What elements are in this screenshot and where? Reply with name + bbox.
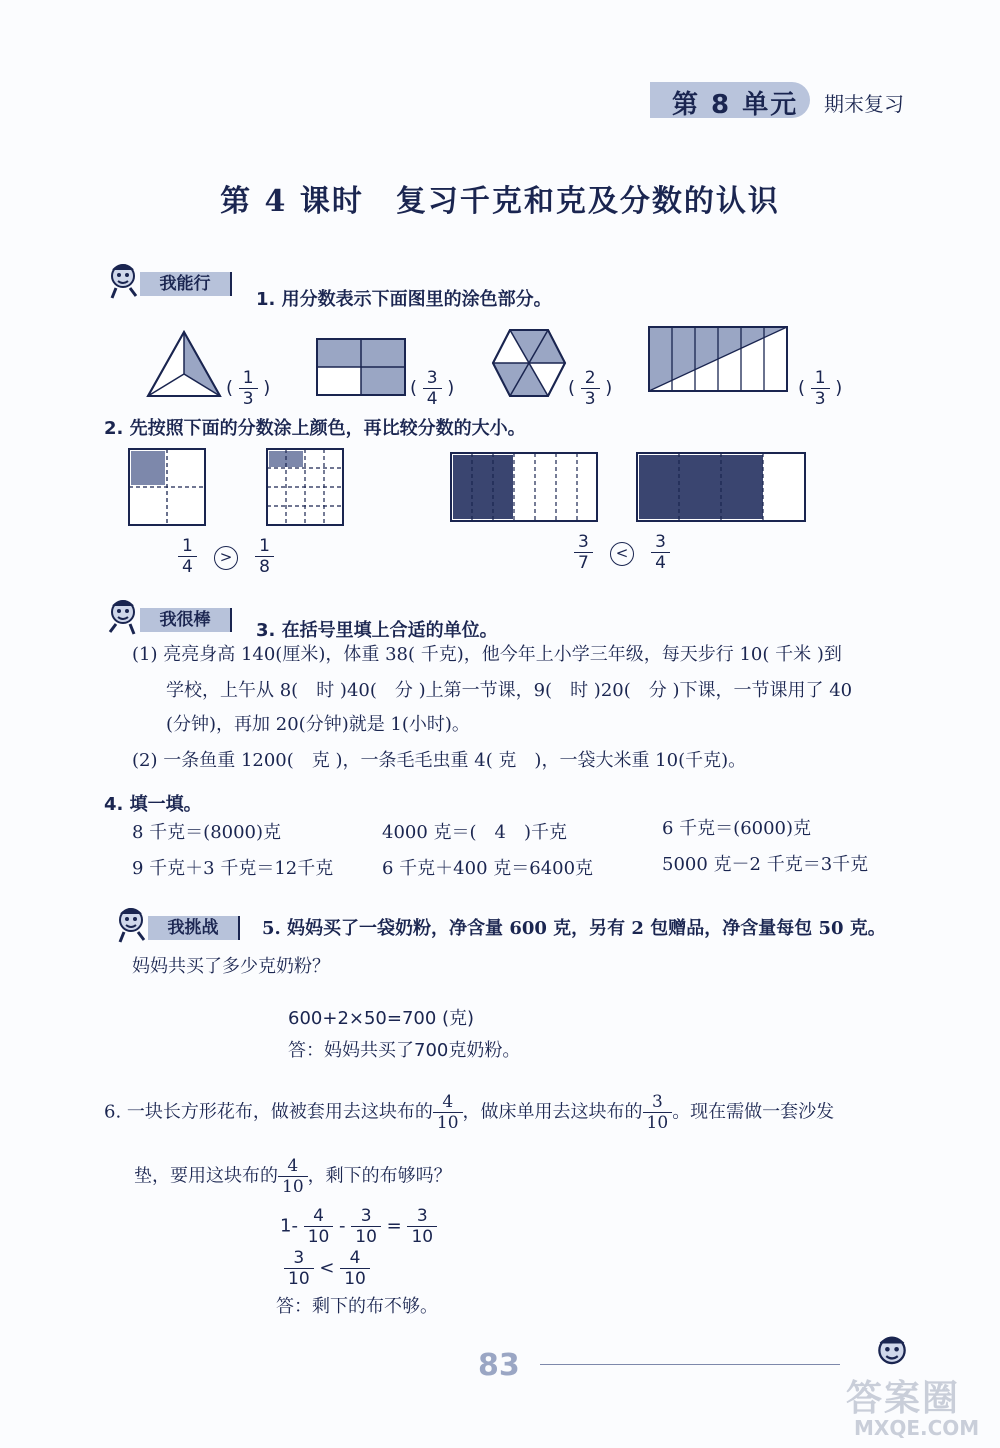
q1-answer-1: ( $\frac{1}{3}$ ) (226, 368, 271, 409)
q4-item-4: 9 千克＋3 千克＝12千克 (132, 858, 334, 879)
q1-answer-3: ( $\frac{2}{3}$ ) (568, 368, 613, 409)
q1-answer-4: ( $\frac{1}{3}$ ) (798, 368, 843, 409)
q2-bar-sevenths (450, 452, 598, 522)
kid-mascot-icon (104, 596, 142, 636)
q5-work: 600+2×50=700 (克) (288, 1008, 475, 1029)
rectangle-quarters-figure (316, 338, 406, 396)
q3-line2: 学校，上午从 8( 时 )40( 分 )上第一节课，9( 时 )20( 分 )下课，一节课用了 40 (166, 680, 853, 701)
section-label-2: 我很棒 (140, 608, 232, 632)
q4-item-3: 6 千克＝(6000)克 (662, 818, 812, 839)
triangle-figure (146, 330, 222, 398)
lesson-title: 第 4 课时 复习千克和克及分数的认识 (220, 184, 780, 219)
q5-text: 5. 妈妈买了一袋奶粉，净含量 600 克，另有 2 包赠品，净含量每包 50 克。 (262, 918, 886, 939)
kid-mascot-icon (104, 260, 142, 300)
q4-item-1: 8 千克＝(8000)克 (132, 822, 282, 843)
q6-line2: 垫，要用这块布的 $\frac{4}{10}$ ，剩下的布够吗？ (134, 1156, 452, 1197)
q1-answer-2: ( $\frac{3}{4}$ ) (410, 368, 455, 409)
q2-pair1: $\frac{1}{4}$ > $\frac{1}{8}$ (178, 536, 274, 577)
q6-answer: 答：剩下的布不够。 (276, 1296, 438, 1317)
q5-answer: 答：妈妈共买了700克奶粉。 (288, 1040, 521, 1061)
hexagon-figure (492, 328, 566, 398)
q4-text: 4. 填一填。 (104, 794, 202, 815)
section-badge-2 (104, 602, 244, 636)
page-number: 83 (478, 1348, 520, 1383)
section-label-3: 我挑战 (148, 916, 240, 940)
q2-bar-quarters (636, 452, 806, 522)
q1-text: 1. 用分数表示下面图里的涂色部分。 (256, 289, 552, 310)
rectangle-stripes-figure (648, 326, 788, 392)
section-badge-1 (104, 266, 244, 300)
q3-text: 3. 在括号里填上合适的单位。 (256, 620, 498, 641)
q4-item-5: 6 千克＋400 克＝6400克 (382, 858, 594, 879)
kid-mascot-icon (112, 904, 150, 944)
section-badge-3 (112, 910, 252, 944)
unit-header (650, 80, 920, 120)
q4-item-6: 5000 克－2 千克＝3千克 (662, 854, 869, 875)
q2-pair2: $\frac{3}{7}$ < $\frac{3}{4}$ (574, 532, 670, 573)
watermark-logo: 答案圈 (846, 1378, 961, 1419)
q2-text: 2. 先按照下面的分数涂上颜色，再比较分数的大小。 (104, 418, 526, 439)
watermark-url: MXQE.COM (854, 1416, 980, 1440)
q6-work1: 1- $\frac{4}{10}$ - $\frac{3}{10}$ = $\frac{3}{10}$ (280, 1206, 437, 1247)
q6-line1: 6. 一块长方形花布，做被套用去这块布的 $\frac{4}{10}$ ，做床单用去这块布的 $\frac{3}{10}$ 。现在需做一套沙发 (104, 1092, 835, 1133)
unit-label: 第 8 单元 (672, 90, 799, 120)
footer-rule (540, 1364, 840, 1365)
q5-text2: 妈妈共买了多少克奶粉？ (132, 956, 330, 977)
section-label-1: 我能行 (140, 272, 232, 296)
q6-work2: $\frac{3}{10}$ < $\frac{4}{10}$ (284, 1248, 370, 1289)
q3-line4: (2) 一条鱼重 1200( 克 )，一条毛毛虫重 4( 克 )，一袋大米重 10(千克)。 (132, 750, 747, 771)
q2-grid-quarters (128, 448, 206, 526)
q2-grid-eighths (266, 448, 344, 526)
review-label: 期末复习 (824, 92, 904, 116)
q4-item-2: 4000 克＝( 4 )千克 (382, 822, 568, 843)
q3-line3: (分钟)，再加 20(分钟)就是 1(小时)。 (166, 714, 470, 735)
q3-line1: (1) 亮亮身高 140(厘米)，体重 38( 千克)，他今年上小学三年级，每天步行 10( 千米 )到 (132, 644, 842, 665)
